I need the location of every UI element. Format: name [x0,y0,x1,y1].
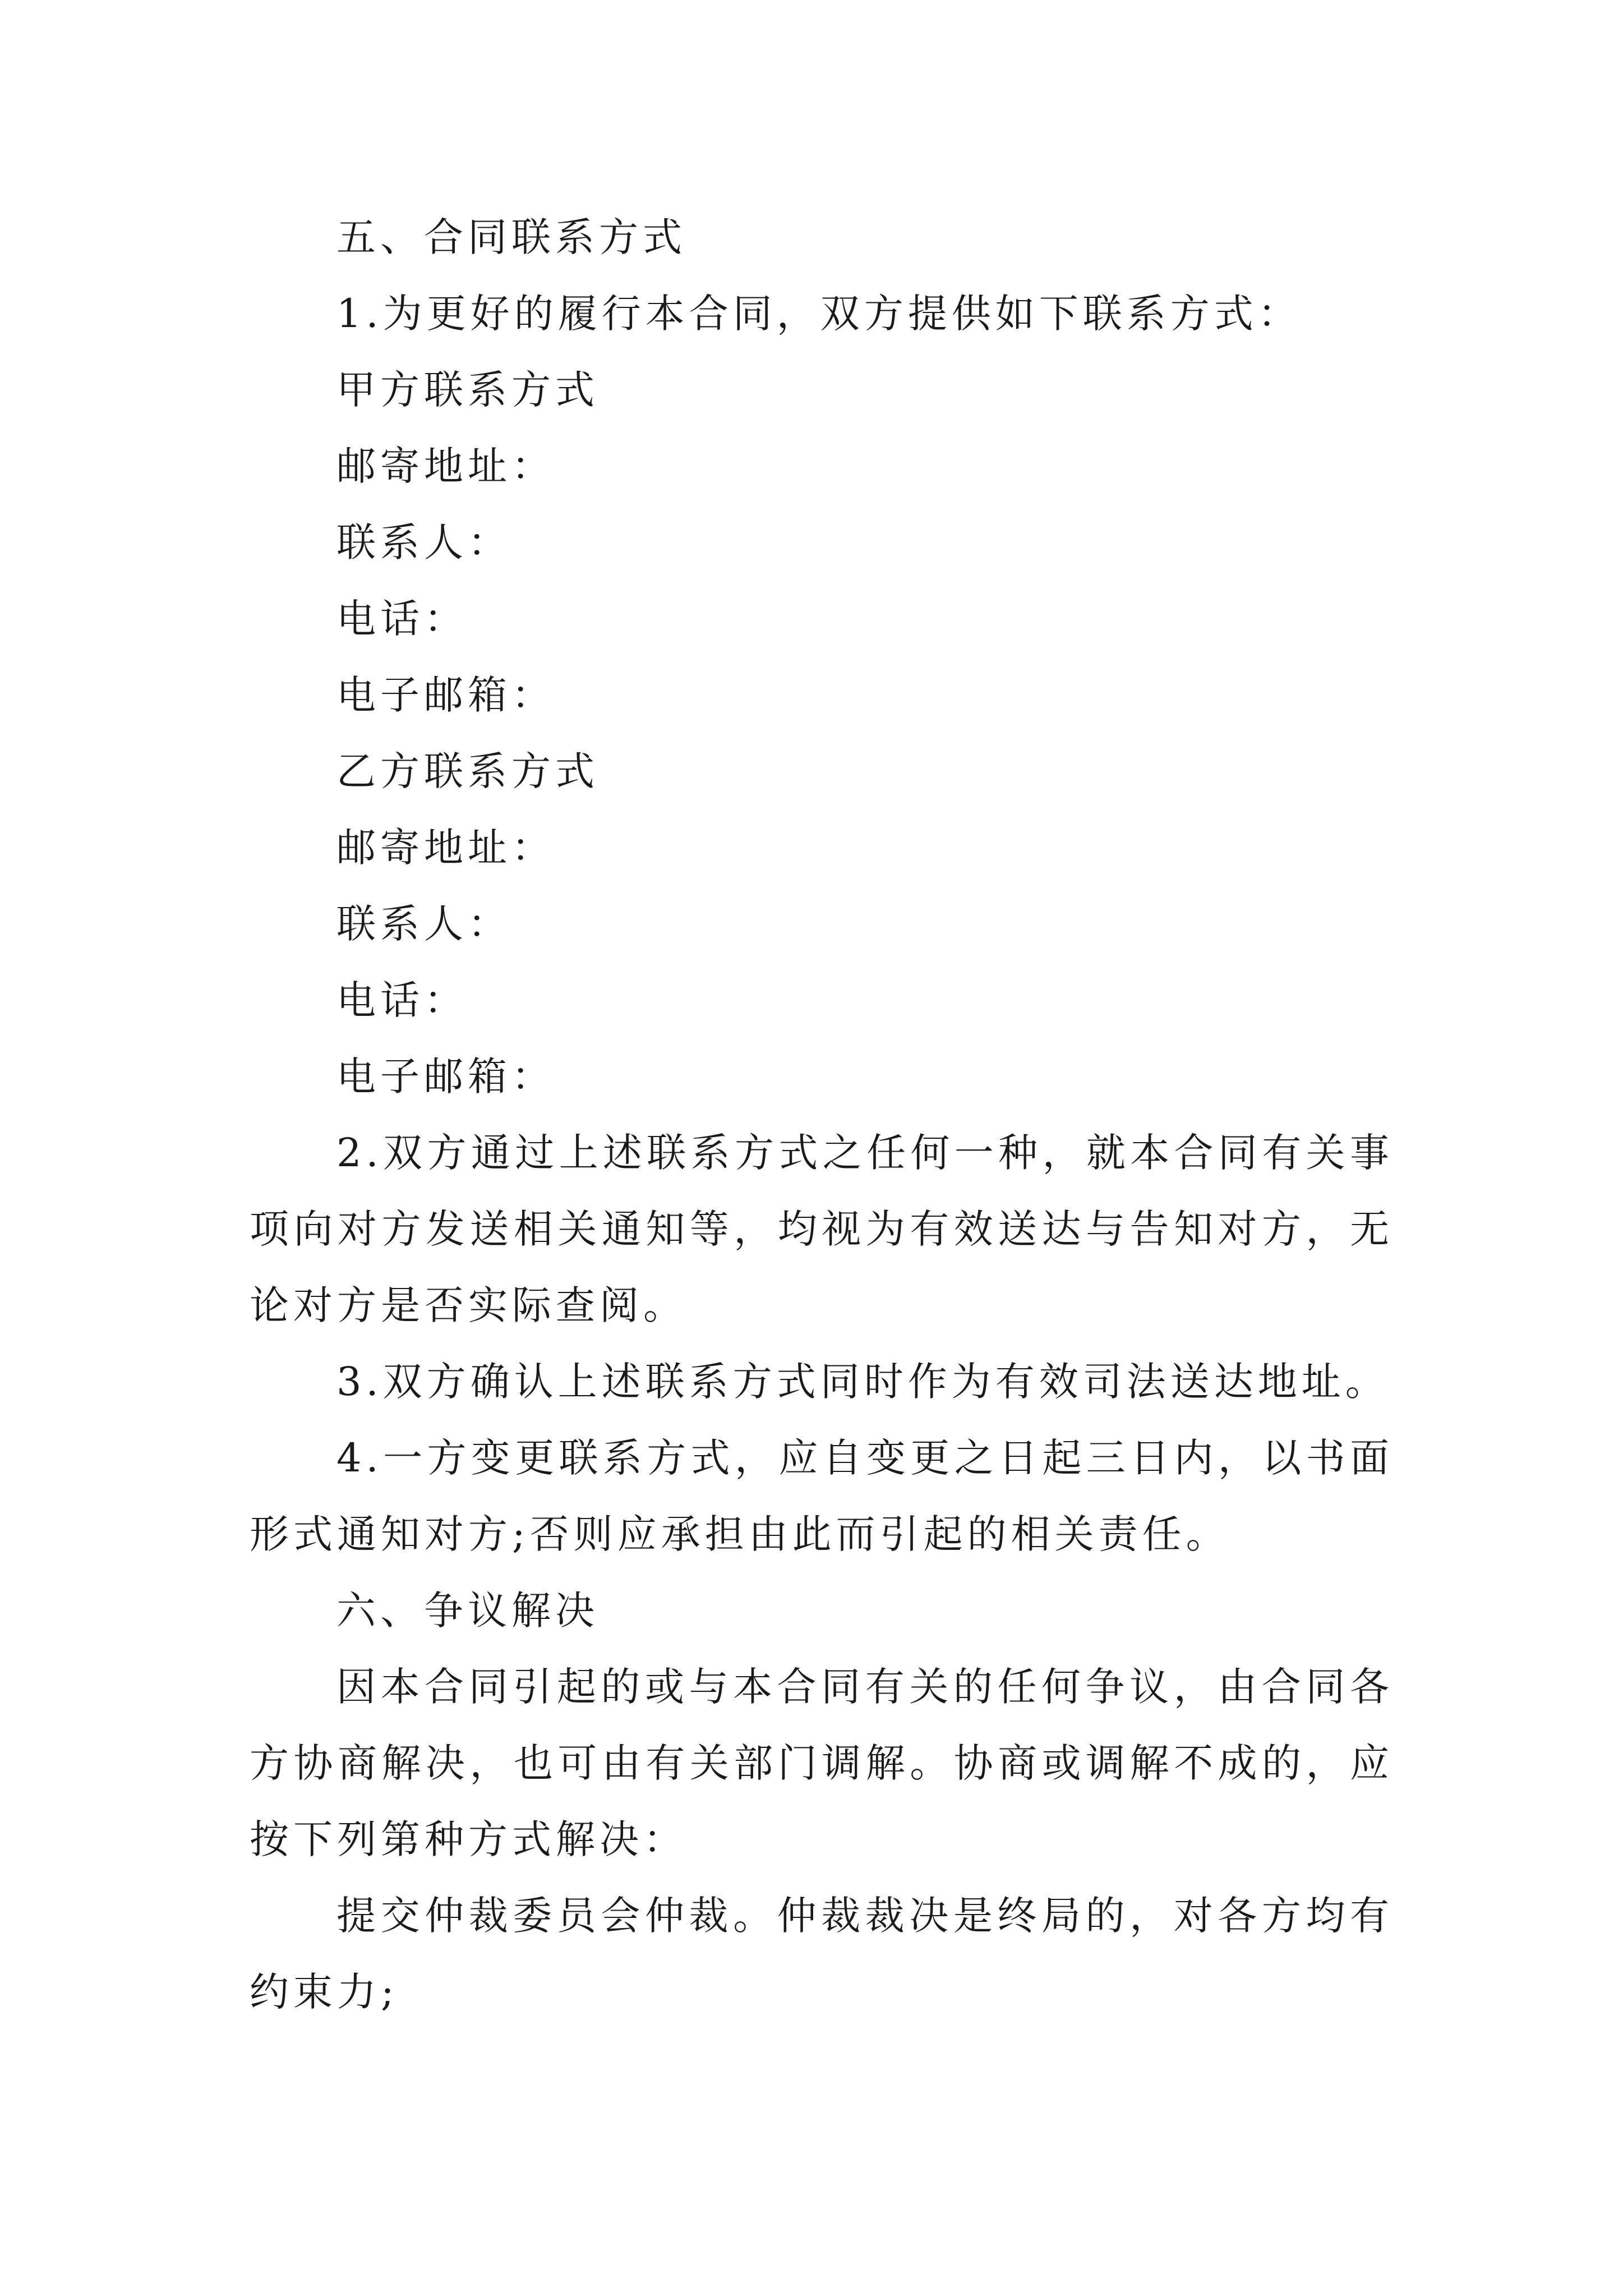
party-b-email-label: 电子邮箱： [336,1053,555,1099]
party-b-phone-label: 电话： [336,977,468,1023]
clause-4: 4.一方变更联系方式，应自变更之日起三日内，以书面形式通知对方;否则应承担由此而引起的相关责任。 [250,1435,1394,1557]
dispute-paragraph: 因本合同引起的或与本合同有关的任何争议，由合同各方协商解决，也可由有关部门调解。协商或调解不成的，应按下列第种方式解决： [250,1664,1394,1862]
section-heading-contact: 五、合同联系方式 [336,214,686,260]
party-a-address-label: 邮寄地址： [336,443,555,489]
party-a-heading: 甲方联系方式 [336,367,599,413]
party-b-heading: 乙方联系方式 [336,748,599,794]
document-body [250,199,1394,2030]
section-heading-dispute: 六、争议解决 [336,1588,599,1634]
clause-1: 1.为更好的履行本合同，双方提供如下联系方式： [336,291,1302,337]
party-b-contact-label: 联系人： [336,901,511,947]
party-a-contact-label: 联系人： [336,519,511,565]
party-b-address-label: 邮寄地址： [336,825,555,871]
party-a-email-label: 电子邮箱： [336,672,555,718]
clause-2: 2.双方通过上述联系方式之任何一种，就本合同有关事项向对方发送相关通知等，均视为有效送达与告知对方，无论对方是否实际查阅。 [250,1130,1394,1328]
party-a-phone-label: 电话： [336,596,468,642]
arbitration-paragraph: 提交仲裁委员会仲裁。仲裁裁决是终局的，对各方均有约束力; [250,1893,1394,2015]
clause-3: 3.双方确认上述联系方式同时作为有效司法送达地址。 [336,1359,1389,1405]
